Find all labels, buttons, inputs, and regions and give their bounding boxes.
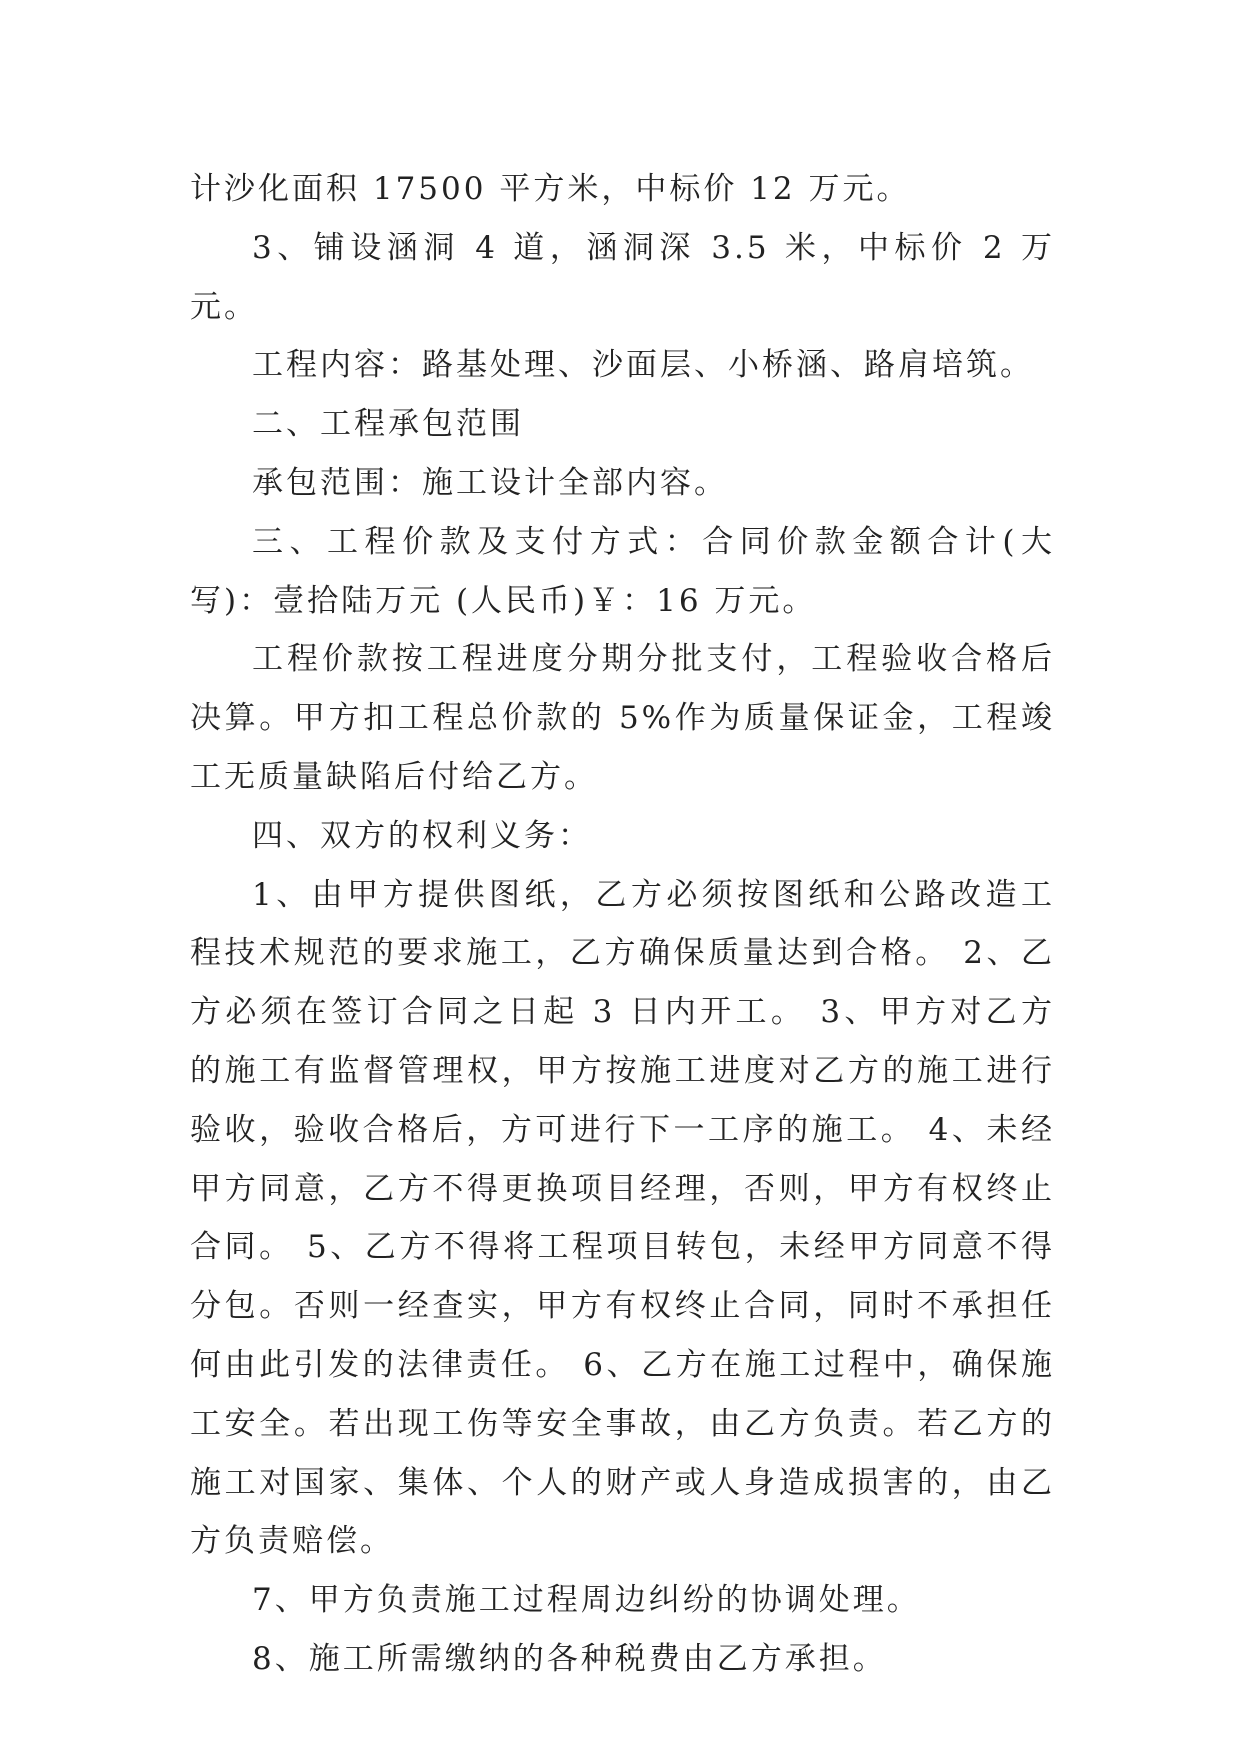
paragraph-10: 7、甲方负责施工过程周边纠纷的协调处理。 xyxy=(252,1582,921,1619)
document-body xyxy=(190,160,1055,1689)
paragraph-2: 3、铺设涵洞 4 道，涵洞深 3.5 米，中标价 2 万元。 xyxy=(190,229,1055,325)
paragraph-1: 计沙化面积 17500 平方米，中标价 12 万元。 xyxy=(190,171,911,207)
paragraph-3: 工程内容：路基处理、沙面层、小桥涵、路肩培筑。 xyxy=(252,347,1034,384)
paragraph-9: 1、由甲方提供图纸，乙方必须按图纸和公路改造工程技术规范的要求施工，乙方确保质量达到合格。 2、乙方必须在签订合同之日起 3 日内开工。 3、甲方对乙方的施工有监督管理权，甲方按施工进度对乙方的施工进行验收，验收合格后，方可进行下一工序的施工。 4、未经甲方同意，乙方不得更换项目经理，否则，甲方有权终止合同。 5、乙方不得将工程项目转包，未经甲方同意不得分包。否则一经查实，甲方有权终止合同，同时不承担任何由此引发的法律责任。 6、乙方在施工过程中，确保施工安全。若出现工伤等安全事故，由乙方负责。若乙方的施工对国家、集体、个人的财产或人身造成损害的，由乙方负责赔偿。 xyxy=(190,876,1055,1560)
section-heading-2: 二、工程承包范围 xyxy=(252,406,524,443)
paragraph-11: 8、施工所需缴纳的各种税费由乙方承担。 xyxy=(252,1640,887,1677)
paragraph-7: 工程价款按工程进度分期分批支付，工程验收合格后决算。甲方扣工程总价款的 5%作为质量保证金，工程竣工无质量缺陷后付给乙方。 xyxy=(190,641,1055,795)
section-heading-3: 三、工程价款及支付方式：合同价款金额合计(大写)：壹拾陆万元 (人民币)￥：16 万元。 xyxy=(190,523,1055,619)
paragraph-5: 承包范围：施工设计全部内容。 xyxy=(252,464,728,501)
section-heading-4: 四、双方的权利义务： xyxy=(252,817,592,854)
